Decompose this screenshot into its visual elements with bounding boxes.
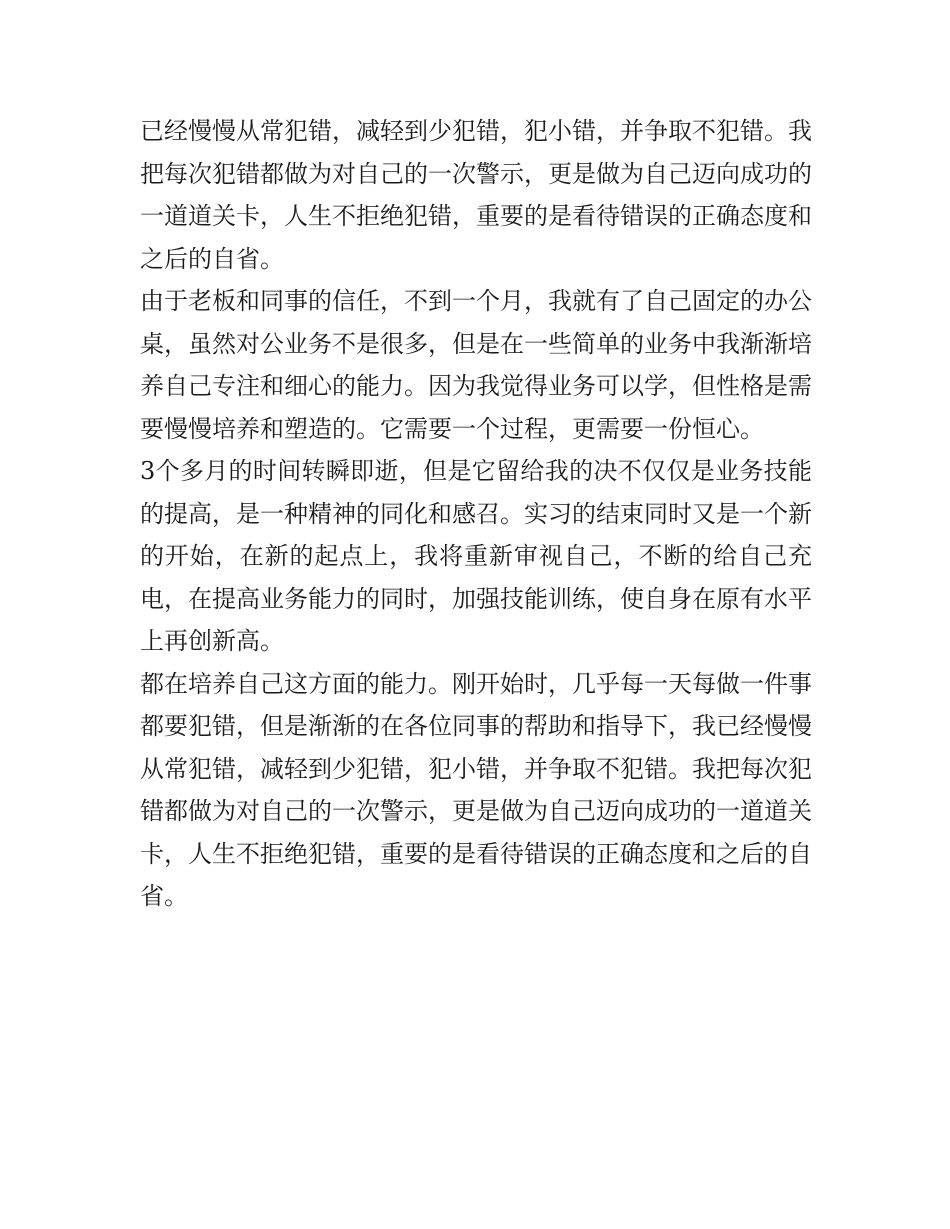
document-body: [140, 110, 812, 918]
paragraph-1: 已经慢慢从常犯错，减轻到少犯错，犯小错，并争取不犯错。我把每次犯错都做为对自己的一次警示，更是做为自己迈向成功的一道道关卡，人生不拒绝犯错，重要的是看待错误的正确态度和之后的自省。: [140, 117, 812, 273]
paragraph-4: 都在培养自己这方面的能力。刚开始时，几乎每一天每做一件事都要犯错，但是渐渐的在各位同事的帮助和指导下，我已经慢慢从常犯错，减轻到少犯错，犯小错，并争取不犯错。我把每次犯错都做为对自己的一次警示，更是做为自己迈向成功的一道道关卡，人生不拒绝犯错，重要的是看待错误的正确态度和之后的自省。: [140, 669, 812, 910]
paragraph-2: 由于老板和同事的信任，不到一个月，我就有了自己固定的办公桌，虽然对公业务不是很多，但是在一些简单的业务中我渐渐培养自己专注和细心的能力。因为我觉得业务可以学，但性格是需要慢慢培养和塑造的。它需要一个过程，更需要一份恒心。: [140, 287, 812, 443]
paragraph-3: 3个多月的时间转瞬即逝，但是它留给我的决不仅仅是业务技能的提高，是一种精神的同化和感召。实习的结束同时又是一个新的开始，在新的起点上，我将重新审视自己，不断的给自己充电，在提高业务能力的同时，加强技能训练，使自身在原有水平上再创新高。: [140, 457, 812, 655]
